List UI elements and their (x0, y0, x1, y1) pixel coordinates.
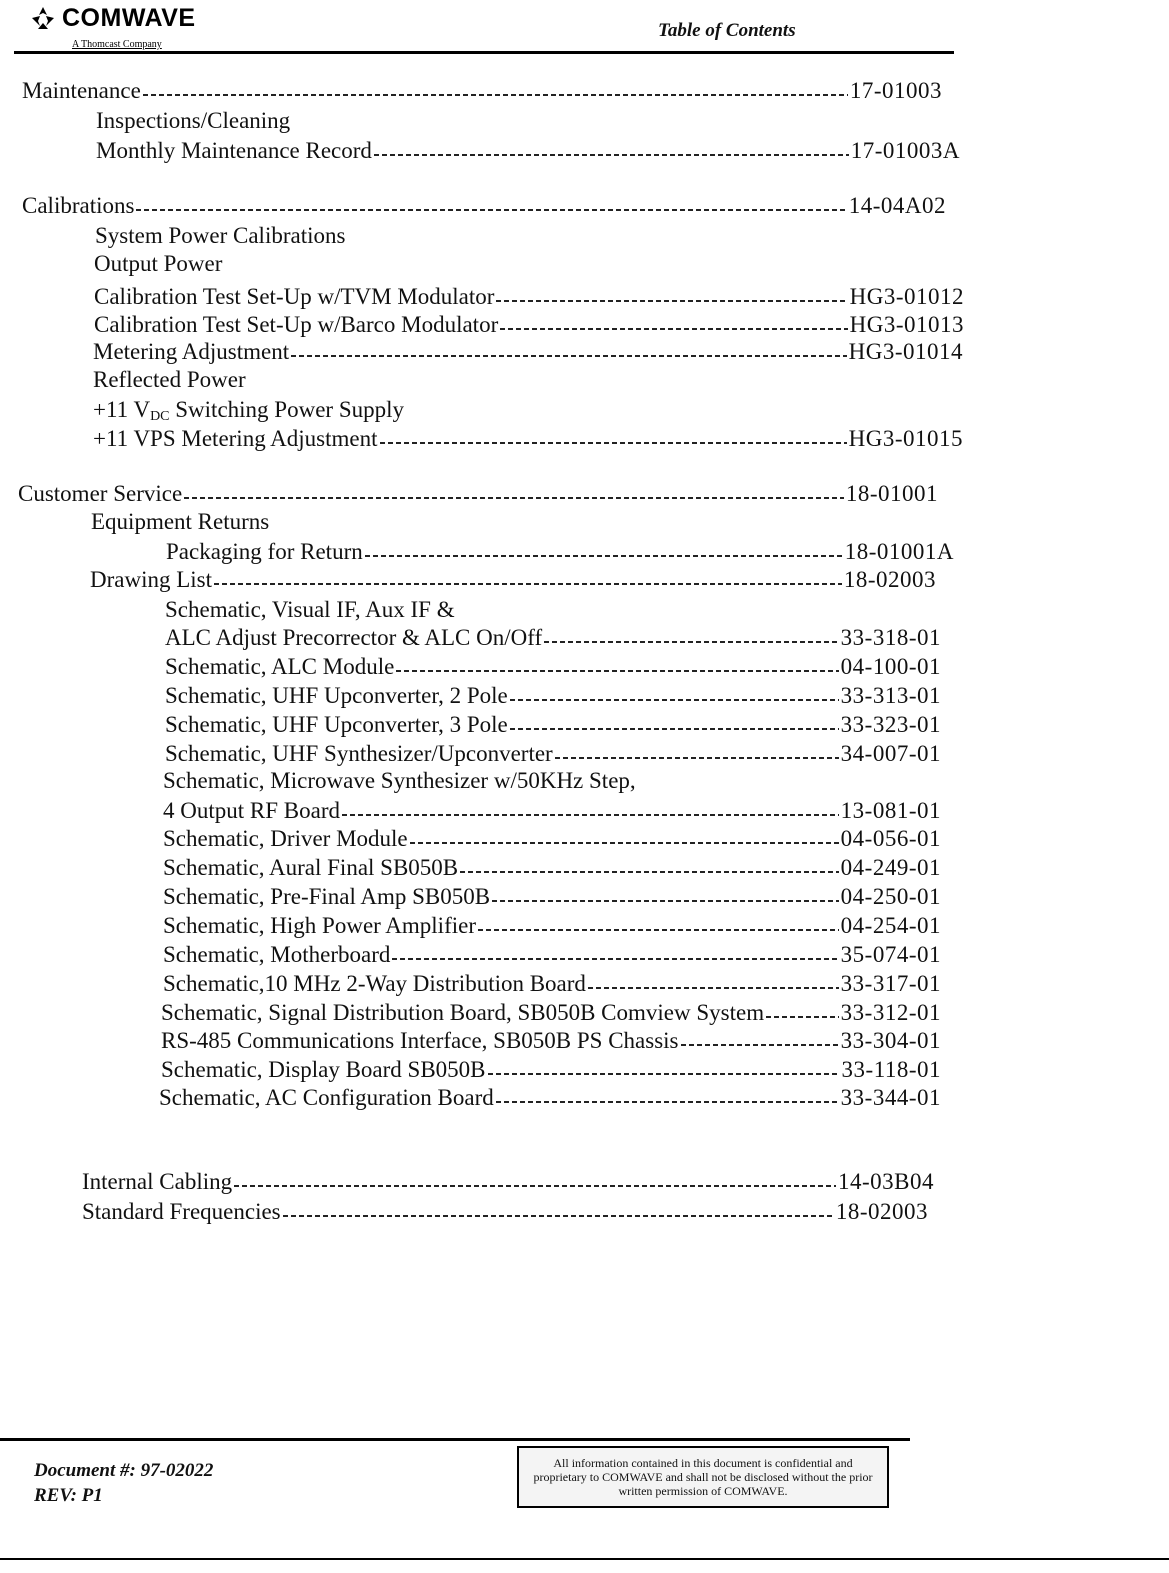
toc-entry (18, 480, 938, 508)
toc-entry-page: HG3-01015 (848, 426, 963, 451)
toc-entry-page: 18-02003 (835, 1199, 928, 1224)
toc-entry-title: Schematic, Signal Distribution Board, SB050B Comview System (161, 1000, 765, 1025)
toc-entry-title: Standard Frequencies (82, 1199, 281, 1224)
toc-entry (95, 222, 345, 250)
toc-entry (163, 825, 941, 853)
toc-leader (460, 871, 839, 873)
toc-entry (96, 137, 960, 165)
toc-entry-title: Metering Adjustment (93, 339, 290, 364)
toc-leader (681, 1044, 839, 1046)
toc-entry-page: 18-02003 (843, 567, 936, 592)
toc-entry (94, 250, 222, 278)
toc-leader (184, 497, 844, 499)
toc-leader (588, 987, 839, 989)
toc-entry-title: Monthly Maintenance Record (96, 138, 372, 163)
toc-entry (93, 366, 246, 394)
toc-entry-title: Inspections/Cleaning (96, 108, 291, 133)
toc-entry-page: 33-304-01 (840, 1028, 941, 1053)
page-title: Table of Contents (658, 20, 796, 41)
toc-entry (82, 1198, 928, 1226)
toc-entry (163, 941, 941, 969)
bottom-divider (0, 1558, 1169, 1560)
toc-entry-title: Packaging for Return (166, 539, 363, 564)
toc-leader (291, 355, 846, 357)
toc-leader (136, 209, 846, 211)
toc-entry (161, 1027, 941, 1055)
toc-entry-title: Schematic, Display Board SB050B (161, 1057, 486, 1082)
toc-entry (93, 425, 963, 453)
toc-entry-page: 33-313-01 (840, 683, 941, 708)
toc-entry (90, 566, 936, 594)
toc-entry-page: 33-318-01 (840, 625, 941, 650)
toc-entry-page: 13-081-01 (840, 798, 941, 823)
toc-entry-title: Schematic, ALC Module (165, 654, 395, 679)
toc-leader (500, 328, 847, 330)
toc-leader (544, 641, 839, 643)
toc-entry-page: 18-01001 (845, 481, 938, 506)
confidentiality-text: All information contained in this document is confidential and proprietary to COMWAVE and shall not be disclosed without the prior written permission of COMWAVE. (533, 1456, 873, 1498)
toc-entry-title: Customer Service (18, 481, 183, 506)
toc-entry (165, 653, 941, 681)
toc-entry-title: Schematic,10 MHz 2-Way Distribution Board (163, 971, 586, 996)
toc-entry (93, 338, 963, 366)
toc-leader (496, 1101, 839, 1103)
toc-entry (96, 107, 290, 135)
toc-entry-page: HG3-01013 (849, 312, 964, 337)
toc-entry-page: 35-074-01 (840, 942, 941, 967)
toc-leader (510, 728, 839, 730)
toc-entry-title: ALC Adjust Precorrector & ALC On/Off (165, 625, 543, 650)
footer-divider (0, 1438, 910, 1441)
toc-entry-title: Schematic, Driver Module (163, 826, 408, 851)
toc-leader (283, 1215, 834, 1217)
toc-entry-title: Schematic, UHF Synthesizer/Upconverter (165, 741, 553, 766)
company-name: COMWAVE (62, 4, 196, 32)
toc-leader (374, 154, 849, 156)
toc-entry-page: 33-317-01 (840, 971, 941, 996)
toc-leader (478, 929, 839, 931)
toc-entry-title: Drawing List (90, 567, 213, 592)
toc-entry (163, 912, 941, 940)
toc-entry (163, 883, 941, 911)
toc-entry-page: 17-01003A (850, 138, 960, 163)
toc-entry (163, 854, 941, 882)
toc-entry-title-text: Switching Power Supply (169, 397, 404, 422)
toc-entry-title: Calibrations (22, 193, 135, 218)
toc-entry (22, 77, 942, 105)
toc-entry (166, 538, 954, 566)
toc-entry-page: 18-01001A (844, 539, 954, 564)
toc-entry-title: Schematic, Pre-Final Amp SB050B (163, 884, 491, 909)
toc-entry-page: 04-254-01 (840, 913, 941, 938)
toc-entry (165, 711, 941, 739)
toc-entry-title: Schematic, Microwave Synthesizer w/50KHz Step, (163, 768, 636, 793)
toc-entry (94, 311, 964, 339)
toc-entry-title-text: +11 V (93, 397, 151, 422)
toc-leader (510, 699, 839, 701)
toc-entry-page: 04-250-01 (840, 884, 941, 909)
toc-leader (380, 442, 847, 444)
toc-entry-page: HG3-01014 (848, 339, 963, 364)
toc-entry-page: 33-118-01 (841, 1057, 941, 1082)
toc-leader (492, 900, 839, 902)
document-number: Document #: 97-02022 (34, 1460, 214, 1481)
toc-leader (410, 842, 839, 844)
toc-entry-title: Schematic, UHF Upconverter, 2 Pole (165, 683, 508, 708)
toc-entry-title: Schematic, Visual IF, Aux IF & (165, 597, 455, 622)
confidentiality-notice (517, 1446, 889, 1508)
toc-leader (214, 583, 842, 585)
toc-entry (82, 1168, 934, 1196)
company-tagline: A Thomcast Company (72, 39, 162, 50)
toc-leader (396, 670, 838, 672)
toc-entry (22, 192, 946, 220)
toc-entry-page: 33-344-01 (840, 1085, 941, 1110)
toc-entry (159, 1084, 941, 1112)
toc-entry-title: Schematic, AC Configuration Board (159, 1085, 494, 1110)
toc-leader (496, 300, 847, 302)
toc-entry-title: Maintenance (22, 78, 141, 103)
toc-entry-title: Schematic, Motherboard (163, 942, 391, 967)
toc-entry-title: System Power Calibrations (95, 223, 346, 248)
toc-entry-title: 4 Output RF Board (163, 798, 340, 823)
toc-entry-title: Schematic, UHF Upconverter, 3 Pole (165, 712, 508, 737)
toc-entry (163, 797, 941, 825)
toc-entry-subscript: DC (150, 409, 170, 424)
toc-entry-page: 34-007-01 (840, 741, 941, 766)
toc-entry-title: Calibration Test Set-Up w/Barco Modulator (94, 312, 499, 337)
toc-entry-page: 04-056-01 (840, 826, 941, 851)
toc-entry-title: +11 VPS Metering Adjustment (93, 426, 378, 451)
toc-entry-page: HG3-01012 (849, 284, 964, 309)
toc-entry (163, 970, 941, 998)
toc-leader (365, 555, 843, 557)
toc-entry-page: 33-323-01 (840, 712, 941, 737)
toc-entry-title: Reflected Power (93, 367, 246, 392)
toc-entry-title: Schematic, High Power Amplifier (163, 913, 476, 938)
toc-leader (555, 757, 839, 759)
toc-entry-page: 04-100-01 (840, 654, 941, 679)
toc-entry (161, 999, 941, 1027)
toc-entry (91, 508, 269, 536)
toc-entry-page: 04-249-01 (840, 855, 941, 880)
toc-entry-page: 14-03B04 (838, 1169, 934, 1194)
toc-leader (143, 94, 848, 96)
toc-leader (488, 1073, 840, 1075)
toc-entry (163, 767, 636, 795)
toc-entry (165, 740, 941, 768)
toc-entry-title: Schematic, Aural Final SB050B (163, 855, 459, 880)
toc-entry-page: 17-01003 (849, 78, 942, 103)
document-revision: REV: P1 (34, 1485, 103, 1506)
toc-entry-title: Equipment Returns (91, 509, 270, 534)
toc-entry (165, 682, 941, 710)
toc-entry-page: 33-312-01 (840, 1000, 941, 1025)
toc-leader (392, 958, 838, 960)
toc-entry-title: Internal Cabling (82, 1169, 233, 1194)
toc-leader (766, 1016, 839, 1018)
toc-entry-title: Output Power (94, 251, 223, 276)
toc-entry (165, 596, 455, 624)
toc-entry-page: 14-04A02 (848, 193, 946, 218)
toc-leader (342, 814, 839, 816)
toc-entry-title: Calibration Test Set-Up w/TVM Modulator (94, 284, 495, 309)
toc-entry (161, 1056, 941, 1084)
toc-entry (165, 624, 941, 652)
toc-entry-title: RS-485 Communications Interface, SB050B PS Chassis (161, 1028, 679, 1053)
toc-leader (234, 1185, 836, 1187)
toc-entry (94, 283, 964, 311)
